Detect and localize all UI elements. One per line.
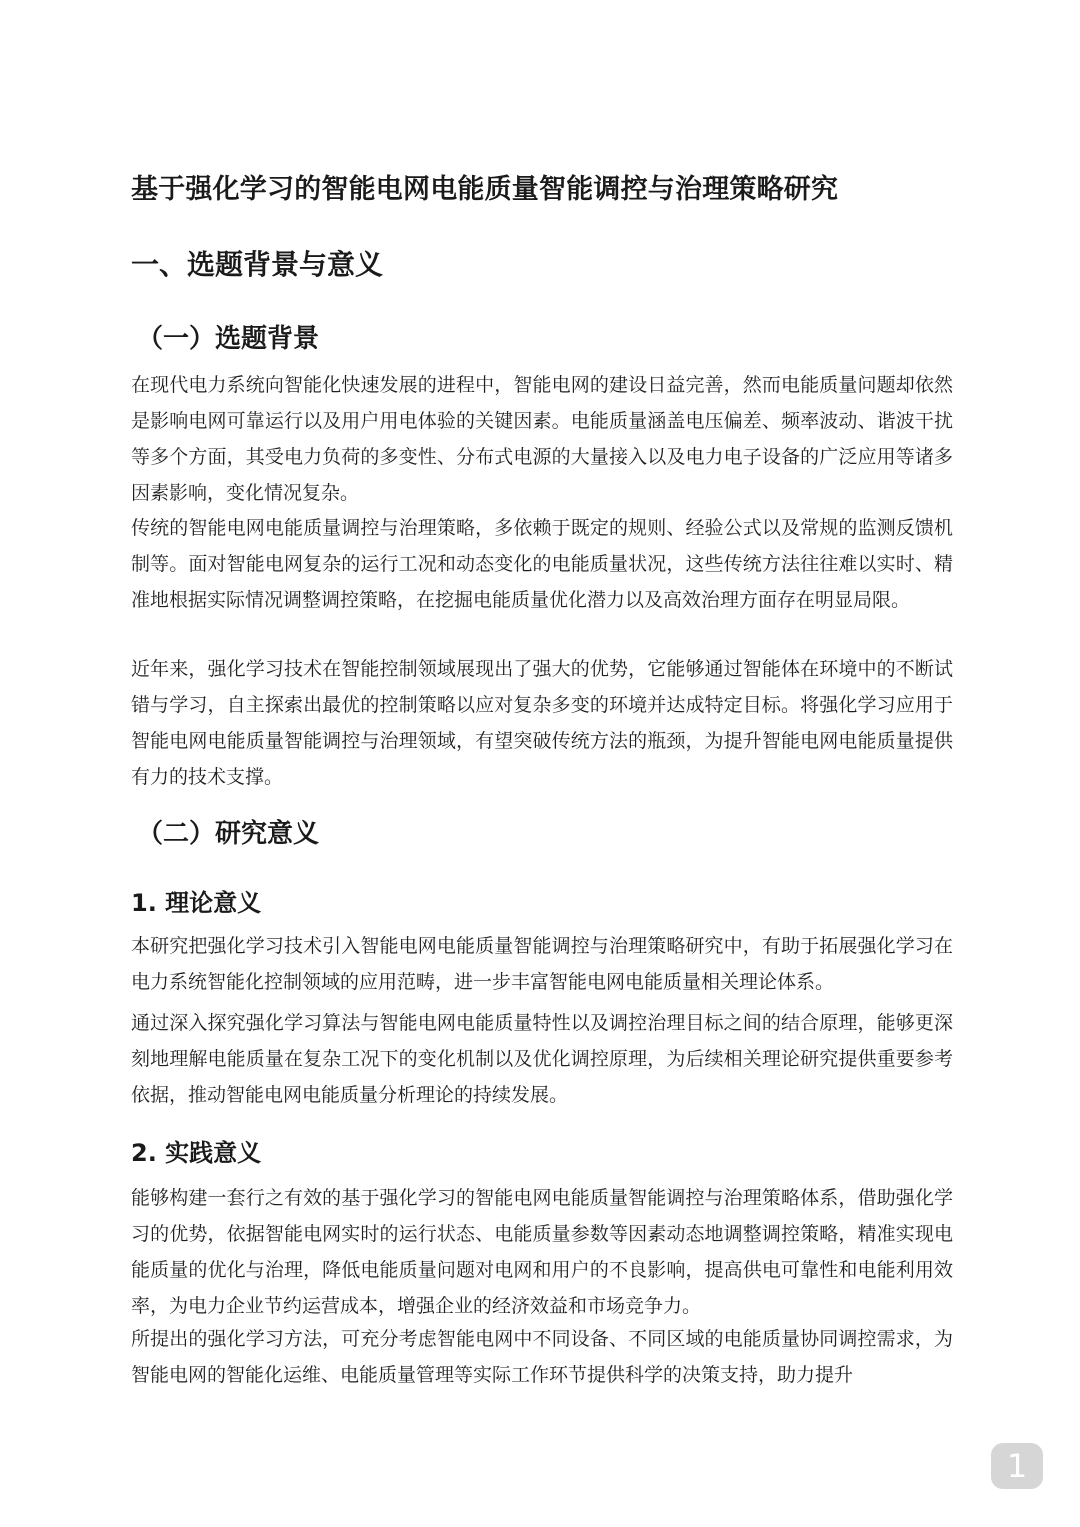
- background-paragraph-1: 在现代电力系统向智能化快速发展的进程中，智能电网的建设日益完善，然而电能质量问题却依然是影响电网可靠运行以及用户用电体验的关键因素。电能质量涵盖电压偏差、频率波动、谐波干扰等多个方面，其受电力负荷的多变性、分布式电源的大量接入以及电力电子设备的广泛应用等诸多因素影响，变化情况复杂。: [131, 374, 953, 504]
- practice-paragraph-1: 能够构建一套行之有效的基于强化学习的智能电网电能质量智能调控与治理策略体系，借助强化学习的优势，依据智能电网实时的运行状态、电能质量参数等因素动态地调整调控策略，精准实现电能质量的优化与治理，降低电能质量问题对电网和用户的不良影响，提高供电可靠性和电能利用效率，为电力企业节约运营成本，增强企业的经济效益和市场竞争力。: [131, 1187, 953, 1317]
- background-paragraph-2: 传统的智能电网电能质量调控与治理策略，多依赖于既定的规则、经验公式以及常规的监测反馈机制等。面对智能电网复杂的运行工况和动态变化的电能质量状况，这些传统方法往往难以实时、精准地根据实际情况调整调控策略，在挖掘电能质量优化潜力以及高效治理方面存在明显局限。: [131, 517, 953, 611]
- background-paragraph-3: 近年来，强化学习技术在智能控制领域展现出了强大的优势，它能够通过智能体在环境中的不断试错与学习，自主探索出最优的控制策略以应对复杂多变的环境并达成特定目标。将强化学习应用于智能电网电能质量智能调控与治理领域，有望突破传统方法的瓶颈，为提升智能电网电能质量提供有力的技术支撑。: [131, 658, 953, 788]
- page-number-badge: 1: [991, 1443, 1043, 1489]
- practice-paragraph-2: 所提出的强化学习方法，可充分考虑智能电网中不同设备、不同区域的电能质量协同调控需求，为智能电网的智能化运维、电能质量管理等实际工作环节提供科学的决策支持，助力提升: [131, 1328, 953, 1386]
- theory-paragraph-1: 本研究把强化学习技术引入智能电网电能质量智能调控与治理策略研究中，有助于拓展强化学习在电力系统智能化控制领域的应用范畴，进一步丰富智能电网电能质量相关理论体系。: [131, 935, 953, 993]
- subsection-heading-background: （一）选题背景: [137, 324, 320, 354]
- heading-practice-significance: 2. 实践意义: [131, 1139, 262, 1167]
- subsection-heading-significance: （二）研究意义: [137, 819, 320, 849]
- heading-theory-significance: 1. 理论意义: [131, 889, 262, 917]
- section-heading-background-significance: 一、选题背景与意义: [131, 248, 384, 281]
- theory-paragraph-2: 通过深入探究强化学习算法与智能电网电能质量特性以及调控治理目标之间的结合原理，能够更深刻地理解电能质量在复杂工况下的变化机制以及优化调控原理，为后续相关理论研究提供重要参考依据，推动智能电网电能质量分析理论的持续发展。: [131, 1012, 953, 1106]
- document-title: 基于强化学习的智能电网电能质量智能调控与治理策略研究: [131, 174, 839, 205]
